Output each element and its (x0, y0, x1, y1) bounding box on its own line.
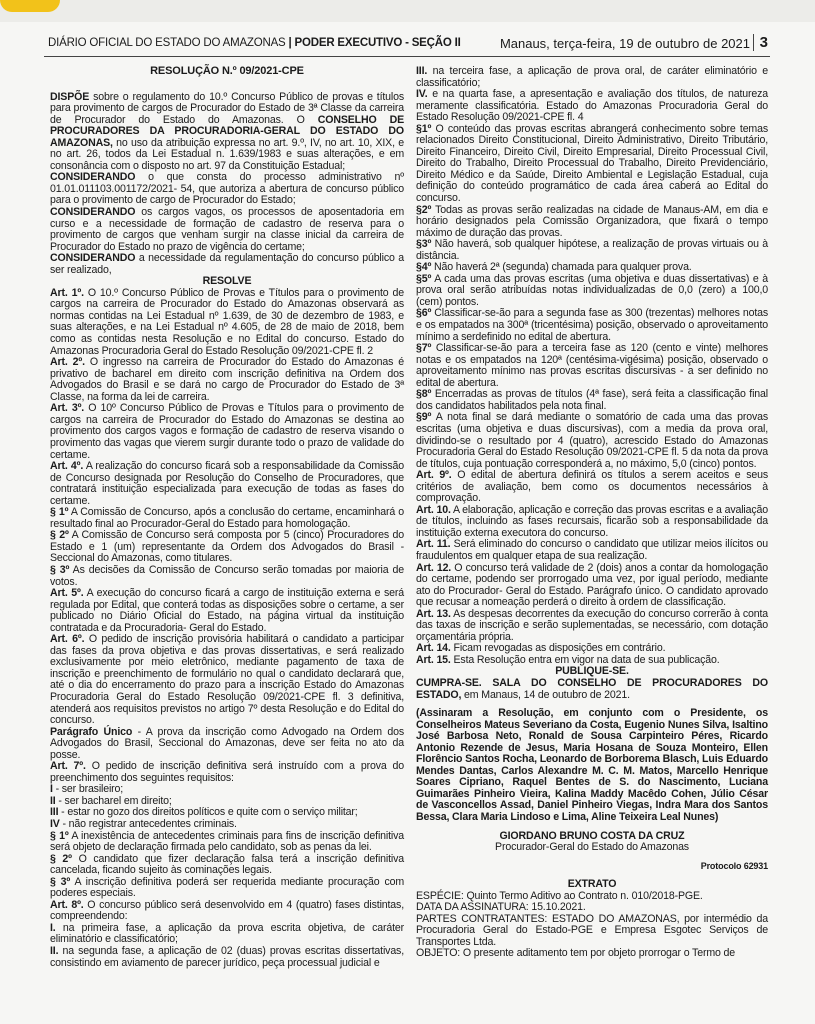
paragraph-a8ii (50, 946, 404, 969)
paragraph-assin (416, 708, 768, 823)
paragraph-a2 (50, 357, 404, 403)
paragraph-p1 (50, 92, 404, 173)
body-text: Todas as provas serão realizadas na cidade de Manaus-AM, em dia e horário designados pela Comissão Organizadora, que fixará o tempo máximo de duração das provas. (416, 203, 768, 239)
body-text: Classificar-se-ão para a terceira fase as 120 (cento e vinte) melhores notas e os empatados na 120ª (centésima-vigésima) posição, observado o aproveitamento mínimo nas provas escritas discursivas - a ser definido no edital de abertura. (416, 342, 768, 389)
section-name: | PODER EXECUTIVO - SEÇÃO II (288, 37, 461, 49)
paragraph-a8iv (416, 89, 768, 124)
lead-text: CUMPRA-SE. SALA DO CONSELHO DE PROCURADORES DO ESTADO, (416, 676, 768, 701)
lead-text: Art. 11. (416, 538, 451, 551)
lead-text: §5º (416, 272, 432, 285)
paragraph-a7p3 (50, 877, 404, 900)
issue-date: Manaus, terça-feira, 19 de outubro de 2021 (499, 36, 750, 51)
paragraph-a8 (50, 900, 404, 923)
lead-text: IV (50, 818, 60, 830)
lead-text: III (50, 806, 59, 819)
lead-text: Art. 3º. (50, 402, 85, 415)
paragraph-e4 (416, 948, 768, 960)
paragraph-e3 (416, 914, 768, 949)
paragraph-a9 (416, 470, 768, 505)
body-text: As decisões da Comissão de Concurso serão tomadas por maioria de votos. (50, 563, 404, 588)
lead-text: § 3º (50, 875, 71, 888)
paragraph-sigrole (416, 842, 768, 854)
paragraph-a11 (416, 539, 768, 562)
body-text: As despesas decorrentes da execução do concurso correrão à conta das taxas de inscrição e serão suplementadas, se necessário, com dotação orçamentária própria. (416, 607, 768, 643)
body-text: Ficam revogadas as disposições em contrário. (450, 642, 666, 655)
body-text: PARTES CONTRATANTES: ESTADO DO AMAZONAS, por intermédio da Procuradoria Geral do Estado-PGE e Empresa Esgotec Serviços de Transportes Ltda. (416, 912, 768, 948)
paragraph-p2 (50, 172, 404, 207)
paragraph-a6 (50, 634, 404, 726)
right-column (416, 66, 768, 960)
body-text: O pedido de inscrição definitiva será instruído com a prova do preenchimento dos seguintes requisitos: (50, 760, 404, 784)
paragraph-a8iii (416, 66, 768, 89)
body-text: (Assinaram a Resolução, em conjunto com o Presidente, os Conselheiros Mateus Severiano da Costa, Eugenio Nunes Silva, Isaltino José Barbosa Neto, Ronald de Sousa Carpinteiro Péres, Ricardo Antonio Rezende de Jesus, Maria Hosana de Souza Monteiro, Ellen Florêncio Santos Rocha, Leonardo de Borborema Blasch, Luis Eduardo Mendes Dantas, Carlos Alexandre M. C. M. Matos, Marcello Henrique Soares Cipriano, Raquel Bentes de S. do Nascimento, Luciana Guimarães Pinheiro Vieira, Kalina Maddy Macêdo Cohen, Júlio César de Vasconcellos Assad, Daniel Pinheiro Viegas, Indra Mara dos Santos Bessa, Clara Maria Lindoso e Lima, Aline Teixeira Leal Nunes) (416, 707, 768, 823)
paragraph-p4 (50, 253, 404, 276)
body-text: DATA DA ASSINATURA: 15.10.2021. (416, 901, 586, 914)
lead-text: §8º (416, 388, 432, 401)
body-text: EXTRATO (567, 878, 617, 891)
paragraph-a13 (416, 609, 768, 644)
lead-text: I. (50, 921, 56, 934)
body-text: GIORDANO BRUNO COSTA DA CRUZ (499, 829, 685, 842)
lead-text: § 2º (50, 529, 69, 542)
lead-text: §1º (416, 122, 432, 135)
lead-text: Art. 5º. (50, 587, 84, 600)
paragraph-a4p3 (50, 565, 404, 588)
body-text: O 10.º Concurso Público de Provas e Títulos para o provimento de cargos na carreira de Procurador do Estado do Amazonas observará as normas contidas na Lei Estadual nº 1.639, de 30 de dezembro de 1983, e suas alterações, e na Lei Estadual nº 4.605, de 28 de maio de 2018, bem como as contidas nesta Resolução e no Edital do concurso. Estado do Amazonas Procuradoria Geral do Estado Resolução 09/2021-CPE fl. 2 (50, 286, 404, 357)
paragraph-a4p2 (50, 530, 404, 565)
paragraph-title (50, 66, 404, 78)
paragraph-a7 (50, 761, 404, 784)
page-number: 3 (753, 34, 768, 51)
body-text: O ingresso na carreira de Procurador do Estado do Amazonas é privativo de bacharel em direito com inscrição definitiva na Ordem dos Advogados do Brasil e se dará no cargo de Procurador do Estado de 3ª Classe, na forma da lei de carreira. (50, 356, 404, 403)
body-text: A realização do concurso ficará sob a responsabilidade da Comissão de Concurso designada por Resolução do Conselho de Procuradores, que contratará instituição especializada para execução de todas as fases do certame. (50, 460, 404, 507)
body-text-2: no uso da atribuição expressa no art. 9.º, IV, no art. 10, XIX, e no art. 26, todos da Lei Estadual n. 1.639/1983 e suas alterações, e em consonância com o disposto no art. 97 da Constituição Estadual; (50, 136, 404, 172)
body-text: Encerradas as provas de títulos (4ª fase), será feita a classificação final dos candidatos habilitados pela nota final. (416, 388, 768, 412)
lead-text: §4º (416, 261, 432, 274)
lead-text: Art. 10. (416, 503, 451, 516)
body-text: RESOLUÇÃO N.º 09/2021-CPE (150, 65, 304, 77)
paragraph-a8p6 (416, 308, 768, 343)
body-text: RESOLVE (202, 275, 252, 288)
lead-text: II. (50, 945, 59, 958)
top-strip (0, 0, 815, 22)
body-text: O conteúdo das provas escritas abrangerá conhecimento sobre temas relacionados Direito Constitucional, Direito Administrativo, Direito Tributário, Direito Financeiro, Direito Civil, Direito Empresarial, Direito Processual Civil, Direito do Trabalho, Direito Processual do Trabalho, Direito Previdenciário, Direito Médico e da Saúde, Direito Ambiental e Legislação Estadual, cuja definição do conteúdo programático de cada área caberá ao Edital do concurso. (416, 122, 768, 205)
body-text: A nota final se dará mediante o somatório de cada uma das provas escritas (uma objetiva e duas discursivas), com a media da prova oral, dividindo-se o resultado por 4 (quatro), acrescido Estado do Amazonas Procuradoria Geral do Estado Resolução 09/2021-CPE fl. 5 da nota da prova de títulos, cuja pontuação corresponderá a, no máximo, 5,0 (cinco) pontos. (416, 411, 768, 470)
left-column (50, 66, 404, 969)
lead-text: Art. 8º. (50, 898, 84, 911)
body-text: na terceira fase, a aplicação de prova oral, de caráter eliminatório e classificatório; (416, 65, 768, 89)
body-text: A execução do concurso ficará a cargo de instituição externa e será regulada por Edital, que conterá todas as disposições sobre o certame, a ser publicado no Diário Oficial do Estado, na página virtual da instituição contratada e da Procuradoria- Geral do Estado. (50, 587, 404, 634)
lead-text: Art. 12. (416, 561, 452, 574)
lead-text: §6º (416, 307, 432, 320)
body-text: O 10º Concurso Público de Provas e Títulos para o provimento de cargos na carreira de Procurador do Estado do Amazonas se destina ao provimento dos cargos vagos e formação de cadastro de reserva visando o provimento das vagas que vierem surgir durante todo o prazo de validade do certame. (50, 402, 404, 461)
body-text: os cargos vagos, os processos de aposentadoria em curso e a necessidade de formação de cadastro de reserva para o provimento de cargos que venham surgir na classe inicial da carreira de Procurador do Estado no prazo de vigência do certame; (50, 206, 404, 253)
body-text: O candidato que fizer declaração falsa terá a inscrição definitiva cancelada, ficando sujeito às cominações legais. (50, 852, 404, 877)
lead-text: CONSIDERANDO (50, 171, 136, 184)
body-text: A cada uma das provas escritas (uma objetiva e duas dissertativas) e à prova oral serão atribuídas notas individualizadas de 0,0 (zero) a 100,0 (cem) pontos. (416, 272, 768, 308)
body-text: - A prova da inscrição como Advogado na Ordem dos Advogados do Brasil, Seccional do Amazonas, deve ser feita no ato da posse. (50, 725, 404, 761)
body-text: PUBLIQUE-SE. (555, 665, 629, 678)
paragraph-a8p7 (416, 343, 768, 389)
lead-text: § 2º (50, 852, 72, 865)
lead-text: Art. 2º. (50, 356, 85, 369)
lead-text: Art. 9º. (416, 469, 452, 482)
lead-text: Parágrafo Único (50, 725, 133, 738)
body-text: Classificar-se-ão para a segunda fase as 300 (trezentas) melhores notas e os empatados na 300ª (tricentésima) posição, observado o aproveitamento mínimo a serdefinido no edital de abertura. (416, 307, 768, 343)
publication-name: DIÁRIO OFICIAL DO ESTADO DO AMAZONAS (48, 37, 286, 49)
paragraph-a12 (416, 563, 768, 609)
paragraph-a8p9 (416, 412, 768, 470)
lead-text: §7º (416, 342, 432, 355)
page-header (44, 34, 770, 57)
body-text: O concurso terá validade de 2 (dois) anos a contar da homologação do certame, podendo ser prorrogado uma vez, por igual período, mediante ato do Procurador- Geral do Estado. Parágrafo único. O candidato aprovado que recusar a nomeação perderá o direito à ordem de classificação. (416, 561, 768, 609)
lead-text: §9º (416, 411, 432, 424)
lead-text: §3º (416, 238, 432, 251)
body-text: - ser brasileiro; (52, 783, 124, 796)
paragraph-a5 (50, 588, 404, 634)
lead-text: Art. 13. (416, 607, 451, 620)
body-text: Não haverá, sob qualquer hipótese, a realização de provas virtuais ou à distância. (416, 238, 768, 262)
lead-text: IV. (416, 88, 428, 101)
lead-text: § 3º (50, 563, 70, 576)
body-text: - não registrar antecedentes criminais. (59, 818, 237, 830)
body-text: A Comissão de Concurso, após a conclusão do certame, encaminhará o resultado final ao Procurador-Geral do Estado para homologação. (50, 506, 404, 530)
body-text: Procurador-Geral do Estado do Amazonas (495, 841, 689, 854)
paragraph-a8p8 (416, 389, 768, 412)
paragraph-a8i (50, 923, 404, 946)
lead-text: CONSIDERANDO (50, 206, 136, 219)
body-text: Protocolo 62931 (700, 860, 768, 871)
lead-text: DISPÕE (50, 90, 90, 103)
lead-text: § 1º (50, 829, 69, 842)
lead-text: Art. 4º. (50, 460, 84, 473)
body-text: A inscrição definitiva poderá ser requerida mediante procuração com poderes especiais. (50, 875, 405, 900)
seal-logo (0, 0, 60, 12)
body-text: o que consta do processo administrativo nº 01.01.011103.001172/2021- 54, que autoriza a abertura de concurso público para o provimento de cargo de Procurador do Estado; (50, 171, 404, 207)
body-text: e na quarta fase, a apresentação e avaliação dos títulos, de natureza meramente classificatória. Estado do Amazonas Procuradoria Geral do Estado Resolução 09/2021-CPE fl. 4 (416, 88, 768, 124)
body-text: - ser bacharel em direito; (55, 794, 172, 807)
paragraph-a7p1 (50, 831, 404, 854)
paragraph-a7p2 (50, 854, 404, 877)
body-text: na segunda fase, a aplicação de 02 (duas) provas escritas dissertativas, consistindo em aviamento de parecer jurídico, peça processual judicial e (50, 945, 404, 969)
publication-title (48, 37, 461, 49)
body-text: Esta Resolução entra em vigor na data de sua publicação. (450, 653, 720, 666)
body-text: em Manaus, 14 de outubro de 2021. (461, 688, 630, 701)
lead-text: Art. 15. (416, 653, 451, 666)
body-text: sobre o regulamento do 10.º Concurso Público de provas e títulos para provimento de cargos de Procurador do Estado de 3ª Classe da carreira de Procurador do Estado do Amazonas. O (50, 90, 404, 126)
paragraph-a4p1 (50, 507, 404, 530)
lead-text: §2º (416, 203, 432, 216)
paragraph-a3 (50, 403, 404, 461)
body-text: O pedido de inscrição provisória habilitará o candidato a participar das fases da prova objetiva e das provas dissertativas, e será realizado exclusivamente por meio eletrônico, mediante pagamento de taxa de inscrição e preenchimento de formulário no qual o candidato declarará que, até o dia do encerramento do prazo para a inscrição Estado do Amazonas Procuradoria Geral do Estado Resolução 09/2021-CPE fl. 3 definitiva, atenderá aos requisitos previstos no artigo 7º desta Resolução e do Edital do concurso. (50, 633, 404, 727)
body-text: na primeira fase, a aplicação da prova escrita objetiva, de caráter eliminatório e classificatório; (50, 921, 404, 946)
paragraph-a8p3 (416, 239, 768, 262)
lead-text-2: CONSELHO DE PROCURADORES DA PROCURADORIA-GERAL DO ESTADO DO AMAZONAS, (50, 113, 405, 149)
body-text: - estar no gozo dos direitos políticos e quite com o serviço militar; (58, 806, 358, 819)
paragraph-cumpra (416, 678, 768, 701)
paragraph-proto (416, 861, 768, 873)
lead-text: III. (416, 65, 428, 77)
body-text: A inexistência de antecedentes criminais para fins de inscrição definitiva será objeto de declaração firmada pelo candidato, sob as penas da lei. (50, 829, 404, 854)
body-text: Não haverá 2ª (segunda) chamada para qualquer prova. (431, 261, 692, 274)
body-text: a necessidade da regulamentação do concurso público a ser realizado, (50, 252, 404, 276)
lead-text: § 1º (50, 506, 69, 519)
paragraph-a8p5 (416, 274, 768, 309)
paragraph-a8p1 (416, 124, 768, 205)
lead-text: CONSIDERANDO (50, 252, 136, 265)
lead-text: Art. 14. (416, 642, 451, 655)
paragraph-p3 (50, 207, 404, 253)
lead-text: II (50, 794, 56, 807)
lead-text: Art. 1º. (50, 286, 84, 299)
body-text: O edital de abertura definirá os títulos a serem aceitos e seus critérios de avaliação, bem como os documentos necessários à comprovação. (416, 469, 768, 505)
spacer (416, 854, 768, 861)
lead-text: Art. 6º. (50, 633, 85, 646)
paragraph-a4 (50, 461, 404, 507)
body-text: A elaboração, aplicação e correção das provas escritas e a avaliação de títulos, incluindo as fases recursais, ficarão sob a responsabilidade da instituição externa executora do concurso. (416, 503, 768, 539)
lead-text: Art. 7º. (50, 760, 86, 773)
paragraph-a10 (416, 505, 768, 540)
body-text: O concurso público será desenvolvido em 4 (quatro) fases distintas, compreendendo: (50, 898, 404, 923)
body-text: ESPÉCIE: Quinto Termo Aditivo ao Contrato n. 010/2018-PGE. (416, 889, 703, 902)
lead-text: I (50, 783, 53, 796)
paragraph-a8p2 (416, 205, 768, 240)
body-text: Será eliminado do concurso o candidato que utilizar meios ilícitos ou fraudulentos em qualquer etapa de sua realização. (416, 538, 769, 562)
body-text: OBJETO: O presente aditamento tem por objeto prorrogar o Termo de (416, 947, 736, 960)
paragraph-a1 (50, 288, 404, 357)
paragraph-a6pu (50, 727, 404, 762)
body-text: A Comissão de Concurso será composta por 5 (cinco) Procuradores do Estado e 1 (um) representante da Ordem dos Advogados do Brasil - Seccional do Amazonas, como titulares. (50, 529, 404, 565)
